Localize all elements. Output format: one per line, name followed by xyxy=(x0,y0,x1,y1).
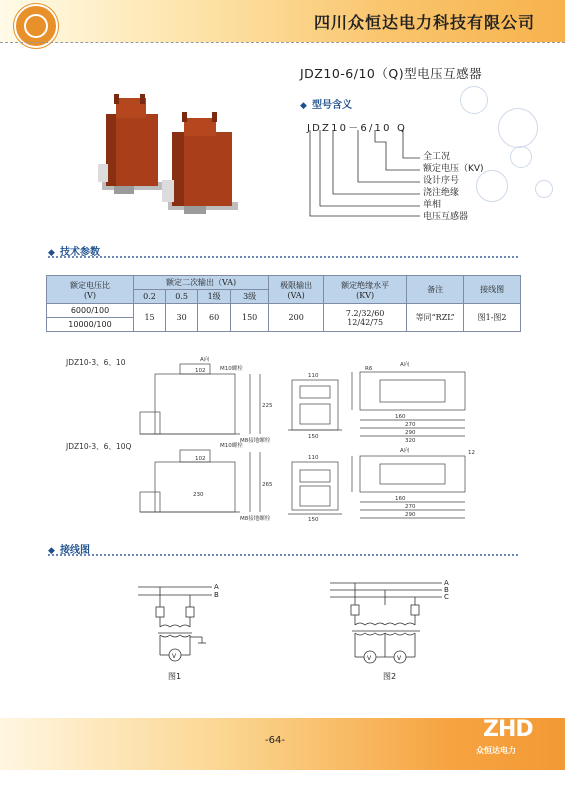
header-divider xyxy=(0,42,565,43)
meaning-5: 单相 xyxy=(423,200,442,210)
th-sub: 0.2 xyxy=(134,290,166,304)
th-limit: 极限输出 (VA) xyxy=(269,276,324,304)
svg-text:320: 320 xyxy=(405,438,416,444)
th-sub: 1级 xyxy=(198,290,231,304)
svg-text:110: 110 xyxy=(308,373,319,379)
svg-text:A: A xyxy=(444,579,449,587)
td-value: 30 xyxy=(166,304,198,332)
svg-text:290: 290 xyxy=(405,512,416,518)
meaning-2: 额定电压（KV) xyxy=(423,164,484,174)
svg-text:M8接地螺栓: M8接地螺栓 xyxy=(240,438,271,444)
drawing-label-bottom: JDZ10-3、6、10Q xyxy=(66,442,132,451)
td-value: 150 xyxy=(231,304,269,332)
td-remark: 等同“RZL” xyxy=(407,304,464,332)
product-photo xyxy=(92,84,252,219)
svg-text:图1: 图1 xyxy=(168,672,182,681)
page-title: JDZ10-6/10（Q)型电压互感器 xyxy=(300,66,483,81)
svg-text:160: 160 xyxy=(395,496,406,502)
decor-ring-icon xyxy=(460,86,488,114)
meaning-1: 全工况 xyxy=(423,152,451,162)
svg-text:225: 225 xyxy=(262,403,273,409)
svg-text:M8接地螺栓: M8接地螺栓 xyxy=(240,516,271,522)
th-insulation: 额定绝缘水平 (KV) xyxy=(324,276,407,304)
svg-text:M10螺栓: M10螺栓 xyxy=(220,443,243,449)
svg-text:A向: A向 xyxy=(400,448,410,454)
svg-text:C: C xyxy=(444,593,449,601)
svg-text:102: 102 xyxy=(195,368,206,374)
svg-text:A向: A向 xyxy=(400,362,410,368)
svg-text:V: V xyxy=(172,653,177,660)
diamond-bullet-icon: ◆ xyxy=(300,101,307,111)
dimension-drawings xyxy=(60,352,520,522)
td-value: 15 xyxy=(134,304,166,332)
svg-text:110: 110 xyxy=(308,455,319,461)
svg-text:270: 270 xyxy=(405,422,416,428)
wiring-diagrams xyxy=(130,575,460,690)
th-sub: 0.5 xyxy=(166,290,198,304)
td-value: 60 xyxy=(198,304,231,332)
drawing-label-top: JDZ10-3、6、10 xyxy=(66,358,126,367)
svg-text:150: 150 xyxy=(308,517,319,522)
model-section-heading xyxy=(300,93,352,112)
wiring-heading-text: 接线图 xyxy=(60,545,91,556)
decor-ring-icon xyxy=(498,108,538,148)
svg-text:A向: A向 xyxy=(200,357,210,363)
model-code: JDZ10－6/10 Q xyxy=(307,123,408,134)
svg-text:V: V xyxy=(397,655,402,662)
meaning-3: 设计序号 xyxy=(423,176,460,186)
th-ratio: 额定电压比 (V) xyxy=(47,276,134,304)
svg-text:150: 150 xyxy=(308,434,319,440)
brand-subtitle: 众恒达电力 xyxy=(476,746,516,755)
td-wiring: 图1-图2 xyxy=(464,304,521,332)
brand-logo: ZHD xyxy=(483,717,533,742)
td-limit: 200 xyxy=(269,304,324,332)
svg-text:12: 12 xyxy=(468,450,475,456)
svg-text:270: 270 xyxy=(405,504,416,510)
meaning-4: 浇注绝缘 xyxy=(423,188,460,198)
svg-text:A: A xyxy=(214,583,219,591)
svg-text:R6: R6 xyxy=(365,366,373,372)
tech-heading-text: 技术参数 xyxy=(60,247,101,258)
diamond-bullet-icon: ◆ xyxy=(48,248,55,258)
diamond-bullet-icon: ◆ xyxy=(48,546,55,556)
td-ratio: 10000/100 xyxy=(47,318,134,332)
svg-text:290: 290 xyxy=(405,430,416,436)
svg-text:265: 265 xyxy=(262,482,273,488)
svg-text:B: B xyxy=(214,591,219,599)
page-number: -64- xyxy=(265,735,285,746)
td-ratio: 6000/100 xyxy=(47,304,134,318)
decor-ring-icon xyxy=(535,180,553,198)
section-divider xyxy=(48,256,518,258)
company-name: 四川众恒达电力科技有限公司 xyxy=(313,13,535,32)
svg-text:230: 230 xyxy=(193,492,204,498)
svg-text:160: 160 xyxy=(395,414,406,420)
th-remark: 备注 xyxy=(407,276,464,304)
th-secondary: 额定二次输出（VA) xyxy=(134,276,269,290)
svg-text:图2: 图2 xyxy=(383,672,397,681)
th-sub: 3级 xyxy=(231,290,269,304)
model-heading-text: 型号含义 xyxy=(312,100,353,111)
svg-text:V: V xyxy=(367,655,372,662)
svg-text:B: B xyxy=(444,586,449,594)
svg-text:M10螺栓: M10螺栓 xyxy=(220,366,243,372)
meaning-6: 电压互感器 xyxy=(423,212,469,222)
svg-text:102: 102 xyxy=(195,456,206,462)
spec-table xyxy=(46,275,521,332)
section-divider xyxy=(48,554,518,556)
decor-ring-icon xyxy=(510,146,532,168)
td-insulation: 7.2/32/60 12/42/75 xyxy=(324,304,407,332)
th-wiring: 接线图 xyxy=(464,276,521,304)
